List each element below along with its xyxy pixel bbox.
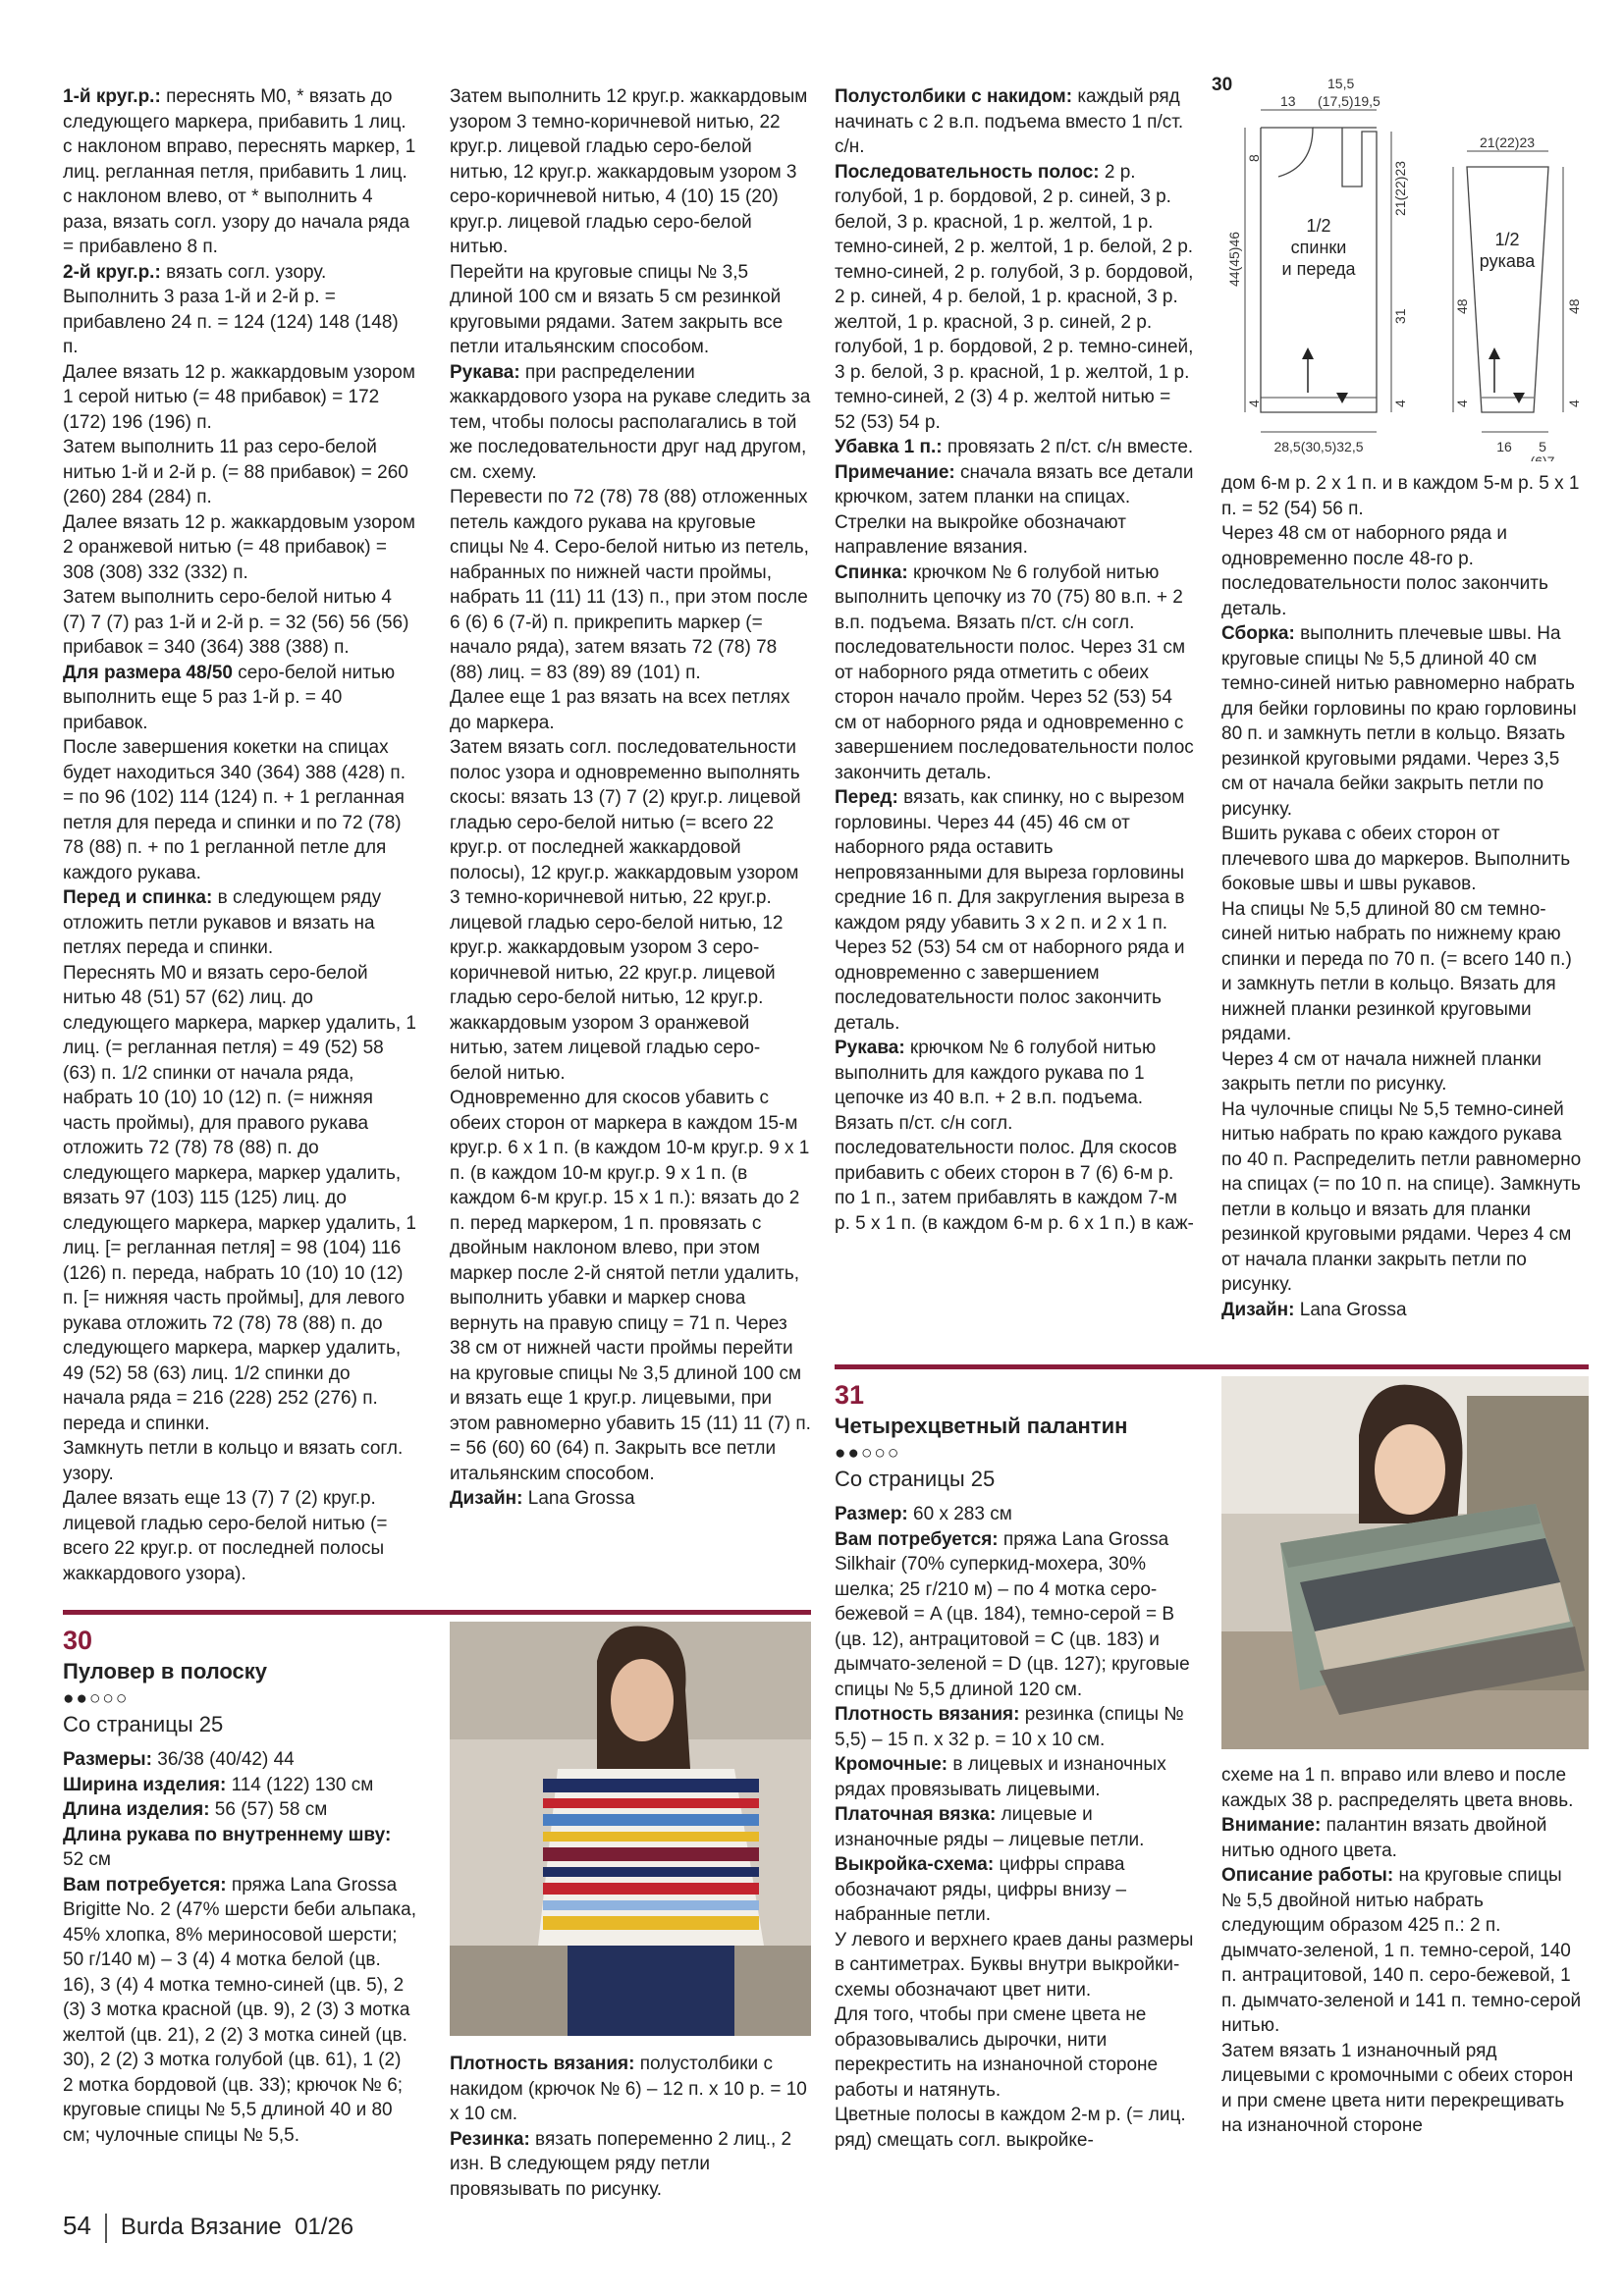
dim-sleeve-bottom: 16 [1496, 439, 1512, 454]
paragraph-text: вязать, как спинку, но с вырезом горловины. Через 44 (45) 46 см от наборного ряда оставить непровязанными для выреза горловины средние 16 п. Для закругления выреза в каждом ряду убавить 3 х 2 п. и 2 х 1 п. Через 52 (53) 54 см от наборного ряда и одновременно с завершением последовательности полос закончить деталь. [835, 787, 1185, 1034]
paragraph-text: цифры справа обозначают ряды, цифры внизу – набранные петли. [835, 1854, 1127, 1925]
paragraph-text: резинка (спицы № 5,5) – 15 п. х 32 р. = 10 х 10 см. [835, 1704, 1184, 1750]
section-30-from-page: Со страницы 25 [63, 1712, 224, 1736]
paragraph-text: Переснять М0 и вязать серо-белой нитью 48 (51) 57 (62) лиц. до следующего маркера, маркер удалить, 1 лиц. (= регланная петля) = 49 (52) 58 (63) п. 1/2 спинки от начала ряда, набрать 10 (10) 10 (12) п. (= нижняя часть проймы), для правого рукава отложить 72 (78) 78 (88) п. до следующего маркера, маркер удалить, вязать 97 (103) 115 (125) лиц. до следующего маркера, маркер удалить, 1 лиц. [= регланная петля] = 98 (104) 116 (126) п. переда, набрать 10 (10) 10 (12) п. [= нижняя часть проймы], для левого рукава отложить 72 (78) 78 (88) п. до следующего маркера, маркер удалить, 49 (52) 58 (63) лиц. 1/2 спинки до начала ряда = 216 (228) 252 (276) п. переда и спинки. [63, 962, 416, 1434]
paragraph-heading: Плотность вязания: [450, 2054, 635, 2074]
paragraph-heading: Рукава: [835, 1038, 905, 1058]
paragraph [835, 2002, 1198, 2103]
section-31-from-page: Со страницы 25 [835, 1467, 996, 1491]
paragraph-text: Через 4 см от начала нижней планки закрыть петли по рисунку. [1221, 1048, 1542, 1095]
sleeve-label-1: 1/2 [1494, 230, 1520, 249]
paragraph-text: Затем выполнить 12 круг.р. жаккардовым узором 3 темно-коричневой нитью, 22 круг.р. лицевой гладью серо-белой нитью, 12 круг.р. жаккардовым узором 3 серо-коричневой нитью, 4 (10) 15 (20) круг.р. лицевой гладью серо-белой нитью. [450, 86, 808, 257]
dim-sleeve-offset2: (6)7 [1530, 454, 1555, 461]
paragraph-text: Перевести по 72 (78) 78 (88) отложенных петель каждого рукава на круговые спицы № 4. Серо-белой нитью из петель, набранных по нижней части проймы, набрать 11 (11) 11 (13) п., при этом после 6 (6) 6 (7-й) п. прикрепить маркер (= начало ряда), затем вязать 72 (78) 78 (88) лиц. = 83 (89) 89 (101) п. [450, 487, 809, 683]
striped-sweater [538, 1769, 764, 1946]
paragraph-heading: Сборка: [1221, 623, 1295, 644]
paragraph-heading: Рукава: [450, 361, 520, 383]
paragraph-heading: 1-й круг.р.: [63, 86, 161, 107]
section-30-specs-continued [450, 2052, 811, 2202]
shawl-photo [1221, 1376, 1589, 1749]
paragraph [835, 561, 1196, 786]
paragraph-text: в следующем ряду отложить петли рукавов и вязать на петлях переда и спинки. [63, 887, 382, 958]
paragraph-heading: Убавка 1 п.: [835, 437, 943, 457]
dim-left-bottom: 4 [1246, 400, 1262, 407]
paragraph-heading: Дизайн: [450, 1488, 523, 1509]
paragraph [63, 585, 416, 661]
paragraph [63, 84, 416, 260]
paragraph-heading: Для размера 48/50 [63, 662, 233, 683]
paragraph-text: полустолбики с накидом (крючок № 6) – 12 п. х 10 р. = 10 х 10 см. [450, 2054, 807, 2124]
paragraph-heading: Полустолбики с накидом: [835, 86, 1073, 107]
paragraph [1221, 2039, 1585, 2139]
paragraph [63, 1747, 416, 1773]
paragraph-text: на круговые спицы № 5,5 двойной нитью набрать следующим образом 425 п.: 2 п. дымчато-зеленой, 1 п. темно-серой, 140 п. антрацитовой, 140 п. серо-бежевой, 1 п. дымчато-зеленой и 141 п. темно-серой нитью. [1221, 1865, 1582, 2036]
dim-top-left: 13 [1280, 93, 1296, 109]
paragraph-heading: Длина изделия: [63, 1799, 210, 1820]
section-31-rule [835, 1364, 1589, 1369]
dim-left-top: 8 [1246, 154, 1262, 162]
dim-bottom-width: 28,5(30,5)32,5 [1273, 439, 1364, 454]
paragraph-heading: Описание работы: [1221, 1865, 1394, 1886]
paragraph [1221, 1047, 1585, 1097]
dim-top-right: (17,5)19,5 [1318, 93, 1380, 109]
dim-top-total: 15,5 [1327, 76, 1355, 91]
paragraph [1221, 897, 1585, 1047]
paragraph-heading: Выкройка-схема: [835, 1854, 995, 1875]
paragraph-text: крючком № 6 голубой нитью выполнить цепочку из 70 (75) 80 в.п. + 2 в.п. подъема. Вязать п/ст. с/н согл. последовательности полос. Через 31 см от наборного ряда отметить с обеих сторон начало пройм. Через 52 (53) 54 см от наборного ряда и одновременно с завершением последовательности полос закончить деталь. [835, 561, 1194, 783]
paragraph-text: Цветные полосы в каждом 2-м р. (= лиц. ряд) смещать согл. выкройке- [835, 2105, 1186, 2151]
paragraph-text: 60 х 283 см [907, 1504, 1012, 1524]
paragraph [835, 1928, 1198, 2003]
paragraph [63, 1873, 416, 2149]
issue-number: 01/26 [295, 2214, 354, 2240]
paragraph [63, 435, 416, 510]
section-30-difficulty: ●●○○○ [63, 1688, 130, 1709]
paragraph-text: У левого и верхнего краев даны размеры в сантиметрах. Буквы внутри выкройки-схемы обозначают цвет нити. [835, 1929, 1194, 2001]
paragraph-text: пряжа Lana Grossa Brigitte No. 2 (47% шерсти беби альпака, 45% хлопка, 8% мериносовой шерсти; 50 г/140 м) – 3 (4) 4 мотка белой (цв. 16), 3 (4) 4 мотка темно-синей (цв. 5), 2 (3) 3 мотка красной (цв. 9), 2 (3) 3 мотка желтой (цв. 21), 2 (2) 3 мотка синей (цв. 30), 2 (2) 3 мотка голубой (цв. 61), 1 (2) 2 мотка бордовой (цв. 33); крючок № 6; круговые спицы № 5,5 длиной 40 и 80 см; чулочные спицы № 5,5. [63, 1874, 416, 2146]
neckline-curve [1261, 128, 1313, 177]
paragraph [1221, 1097, 1585, 1298]
paragraph-text: Далее вязать 12 р. жаккардовым узором 1 серой нитью (= 48 прибавок) = 172 (172) 196 (196) п. [63, 361, 415, 433]
paragraph-heading: Размеры: [63, 1749, 152, 1770]
paragraph [450, 2127, 811, 2203]
paragraph-text: Затем вязать согл. последовательности полос узора и одновременно выполнять скосы: вязать 13 (7) 7 (2) круг.р. лицевой гладью серо-белой нитью (= всего 22 круг.р. от последней жаккардовой полосы), 12 круг.р. жаккардовым узором 3 темно-коричневой нитью, 22 круг.р. лицевой гладью серо-белой нитью, 12 круг.р. жаккардовым узором 3 серо-коричневой нитью, 22 круг.р. лицевой гладью серо-белой нитью, 12 круг.р. жаккардовым узором 3 оранжевой нитью, затем лицевой гладью серо-белой нитью. [450, 737, 801, 1084]
paragraph [835, 2103, 1198, 2153]
paragraph [63, 1486, 416, 1586]
paragraph [1221, 471, 1585, 521]
paragraph-text: Перейти на круговые спицы № 3,5 длиной 100 см и вязать 5 см резинкой круговыми рядами. Затем закрыть все петли итальянским способом. [450, 261, 784, 357]
paragraph-heading: Перед: [835, 787, 898, 808]
paragraph-text: каждый ряд начинать с 2 в.п. подъема вместо 1 п/ст. с/н. [835, 86, 1184, 157]
paragraph-text: выполнить плечевые швы. На круговые спицы № 5,5 длиной 40 см темно-синей нитью равномерно набрать для бейки горловины по краю горловины 80 п. и замкнуть петли в кольцо. Вязать резинкой круговыми рядами. Через 3,5 см от начала бейки закрыть петли по рисунку. [1221, 623, 1577, 820]
dim-sleeve-bottom-right: 4 [1566, 400, 1582, 407]
section-30-title: Пуловер в полоску [63, 1659, 268, 1683]
sweater-photo [450, 1622, 811, 2036]
paragraph-text: лицевые и изнаночные ряды – лицевые петли. [835, 1804, 1145, 1850]
paragraph [835, 1527, 1198, 1703]
paragraph [835, 1702, 1198, 1752]
paragraph-heading: 2-й круг.р.: [63, 261, 161, 283]
paragraph [63, 961, 416, 1437]
paragraph-text: Через 48 см от наборного ряда и одновременно после 48-го р. последовательности полос закончить деталь. [1221, 523, 1548, 619]
paragraph [835, 1036, 1196, 1236]
body-label-3: и переда [1281, 259, 1356, 279]
paragraph-text: провязать 2 п/ст. с/н вместе. [942, 437, 1194, 457]
paragraph-text: Затем вязать 1 изнаночный ряд лицевыми с кромочными с обеих сторон и при смене цвета нити перекрещивать на изнаночной стороне [1221, 2040, 1574, 2136]
paragraph [63, 360, 416, 436]
paragraph-text: палантин вязать двойной нитью одного цвета. [1221, 1815, 1547, 1861]
column-4 [1221, 471, 1585, 1322]
paragraph-text: 114 (122) 130 см [226, 1774, 374, 1795]
paragraph-heading: Перед и спинка: [63, 887, 213, 908]
paragraph-text: сначала вязать все детали крючком, затем планки на спицах. Стрелки на выкройке обозначают направление вязания. [835, 461, 1194, 558]
paragraph-heading: Длина рукава по внутреннему шву: [63, 1824, 392, 1845]
paragraph [63, 1797, 416, 1823]
paragraph [1221, 1763, 1585, 1813]
paragraph-text: 2 р. голубой, 1 р. бордовой, 2 р. синей, 3 р. белой, 3 р. красной, 1 р. желтой, 1 р. темно-синей, 2 р. желтой, 1 р. белой, 2 р. темно-синей, 2 р. голубой, 3 р. бордовой, 2 р. синей, 4 р. белой, 1 р. красной, 3 р. желтой, 1 р. красной, 3 р. синей, 2 р. голубой, 1 р. бордовой, 2 р. темно-синей, 3 р. белой, 3 р. красной, 1 р. желтой, 1 р. темно-синей, 2 (3) 4 р. желтой нитью = 52 (53) 54 р. [835, 161, 1194, 433]
footer-divider [105, 2214, 107, 2243]
paragraph-heading: Примечание: [835, 461, 955, 483]
paragraph-text: Lana Grossa [1294, 1299, 1407, 1320]
dim-left-total: 44(45)46 [1226, 231, 1242, 287]
body-label-2: спинки [1290, 238, 1347, 257]
paragraph-text: переснять М0, * вязать до следующего маркера, прибавить 1 лиц. с наклоном вправо, переснять маркер, 1 лиц. регланная петля, прибавить 1 лиц. с наклоном влево, от * выполнить 4 раза, вязать согл. узору до начала ряда = прибавлено 8 п. [63, 86, 416, 257]
paragraph [450, 485, 811, 685]
paragraph [835, 785, 1196, 1036]
paragraph-text: Lana Grossa [522, 1488, 635, 1509]
paragraph-text: На спицы № 5,5 длиной 80 см темно-синей нитью набрать по нижнему краю спинки и переда по 70 п. (= всего 140 п.) и замкнуть петли в кольцо. Вязать для нижней планки резинкой круговыми рядами. [1221, 898, 1572, 1044]
paragraph [63, 1823, 416, 1873]
paragraph [450, 1486, 811, 1512]
paragraph-text: Далее еще 1 раз вязать на всех петлях до маркера. [450, 687, 790, 733]
sleeve-outline [1467, 167, 1548, 412]
paragraph-text: Далее вязать 12 р. жаккардовым узором 2 оранжевой нитью (= 48 прибавок) = 308 (308) 332 (332) п. [63, 511, 415, 583]
paragraph [835, 1852, 1198, 1928]
paragraph-text: 56 (57) 58 см [209, 1799, 328, 1820]
paragraph-text: Вшить рукава с обеих сторон от плечевого шва до маркеров. Выполнить боковые швы и швы рукавов. [1221, 824, 1571, 894]
paragraph-heading: Внимание: [1221, 1815, 1322, 1836]
dim-right-mid: 31 [1392, 308, 1408, 324]
paragraph [835, 1752, 1198, 1802]
paragraph [63, 661, 416, 736]
paragraph-text: вязать попеременно 2 лиц., 2 изн. В следующем ряду петли провязывать по рисунку. [450, 2128, 792, 2200]
paragraph [1221, 1813, 1585, 1863]
paragraph-heading: Резинка: [450, 2128, 530, 2150]
paragraph [450, 1086, 811, 1486]
section-31-specs [835, 1502, 1198, 2153]
paragraph-text: После завершения кокетки на спицах будет находиться 340 (364) 388 (428) п. = по 96 (102) 114 (124) п. + 1 регланная петля для переда и спинки и по 72 (78) 78 (88) п. + по 1 регланной петле для каждого рукава. [63, 737, 406, 883]
paragraph [63, 510, 416, 586]
paragraph [835, 460, 1196, 561]
paragraph-text: серо-белой нитью выполнить еще 5 раз 1-й р. = 40 прибавок. [63, 662, 396, 733]
paragraph [63, 285, 416, 360]
paragraph [1221, 1298, 1585, 1323]
paragraph-heading: Дизайн: [1221, 1299, 1295, 1320]
column-1 [63, 84, 416, 1586]
paragraph-text: схеме на 1 п. вправо или влево и после каждых 38 р. распределять цвета вновь. [1221, 1765, 1574, 1811]
paragraph-text: дом 6-м р. 2 х 1 п. и в каждом 5-м р. 5 х 1 п. = 52 (54) 56 п. [1221, 473, 1580, 519]
paragraph [63, 1773, 416, 1798]
paragraph-text: 36/38 (40/42) 44 [151, 1749, 295, 1770]
paragraph-text: 52 см [63, 1849, 111, 1870]
paragraph-text: Затем выполнить 11 раз серо-белой нитью 1-й и 2-й р. (= 88 прибавок) = 260 (260) 284 (284) п. [63, 437, 408, 507]
section-30-number: 30 [63, 1626, 93, 1655]
paragraph [835, 84, 1196, 160]
section-31-difficulty: ●●○○○ [835, 1443, 901, 1464]
paragraph [450, 84, 811, 260]
paragraph-text: Одновременно для скосов убавить с обеих сторон от маркера в каждом 15-м круг.р. 6 х 1 п. (в каждом 10-м круг.р. 9 х 1 п. (в каждом 10-м круг.р. 9 х 1 п. (в каждом 6-м круг.р. 15 х 1 п.): вязать до 2 п. перед маркером, 1 п. провязать с двойным наклоном влево, при этом маркер после 2-й снятой петли удалить, выполнить убавки и маркер снова вернуть на правую спицу = 71 п. Через 38 см от нижней части проймы перейти на круговые спицы № 3,5 длиной 100 см и вязать еще 1 круг.р. лицевыми, при этом равномерно убавить 15 (11) 11 (7) п. = 56 (60) 60 (64) п. Закрыть все петли итальянским способом. [450, 1088, 811, 1484]
section-30-specs [63, 1747, 416, 2148]
paragraph-text: вязать согл. узору. [160, 261, 327, 283]
paragraph [1221, 621, 1585, 822]
paragraph-text: Замкнуть петли в кольцо и вязать согл. узору. [63, 1438, 404, 1484]
paragraph [450, 260, 811, 360]
paragraph-text: Выполнить 3 раза 1-й и 2-й р. = прибавлено 24 п. = 124 (124) 148 (148) п. [63, 287, 399, 357]
paragraph-text: пряжа Lana Grossa Silkhair (70% суперкид-мохера, 30% шелка; 25 г/210 м) – по 4 мотка серо-бежевой = A (цв. 184), темно-серой = B (цв. 12), антрацитовой = C (цв. 183) и дымчато-зеленой = D (цв. 127); круговые спицы № 5,5 длиной 120 см. [835, 1528, 1190, 1700]
dim-right-top: 21(22)23 [1392, 160, 1408, 216]
page-footer [63, 2211, 353, 2243]
paragraph-heading: Кромочные: [835, 1754, 948, 1775]
section-31-number: 31 [835, 1380, 865, 1410]
paragraph-text: Для того, чтобы при смене цвета не образовывались дырочки, нити перекрестить на изнаночной стороне работы и натянуть. [835, 2004, 1159, 2101]
arrow-up-icon [1302, 347, 1314, 359]
dim-right-bottom: 4 [1392, 400, 1408, 407]
paragraph-text: в лицевых и изнаночных рядах провязывать лицевыми. [835, 1754, 1166, 1800]
dim-sleeve-top: 21(22)23 [1479, 134, 1536, 150]
column-3 [835, 84, 1196, 1236]
sleeve-arrow-up-icon [1489, 347, 1500, 359]
magazine-name: Burda Вязание [120, 2214, 282, 2240]
paragraph-text: Далее вязать еще 13 (7) 7 (2) круг.р. лицевой гладью серо-белой нитью (= всего 22 круг.р. от последней полосы жаккардового узора). [63, 1488, 388, 1584]
paragraph [835, 1802, 1198, 1852]
paragraph [835, 435, 1196, 460]
dim-sleeve-right: 48 [1566, 298, 1582, 314]
sleeve-label-2: рукава [1479, 251, 1536, 271]
paragraph-text: На чулочные спицы № 5,5 темно-синей нитью набрать по краю каждого рукава по 40 п. Распределить петли равномерно на спицах (= по 10 п. на спице). Замкнуть петли в кольцо и вязать для планки резинкой круговыми рядами. Через 4 см от начала планки закрыть петли по рисунку. [1221, 1098, 1582, 1295]
paragraph [63, 735, 416, 885]
paragraph-text: при распределении жаккардового узора на рукаве следить за тем, чтобы полосы располагались в той же последовательности друг над другом, см. схему. [450, 361, 811, 483]
paragraph-heading: Вам потребуется: [835, 1528, 999, 1550]
paragraph [450, 2052, 811, 2127]
paragraph-heading: Вам потребуется: [63, 1874, 227, 1896]
diagram-number: 30 [1212, 75, 1233, 95]
paragraph [450, 735, 811, 1086]
section-30-rule [63, 1610, 811, 1615]
paragraph-heading: Размер: [835, 1504, 908, 1524]
paragraph [1221, 1863, 1585, 2039]
paragraph [63, 885, 416, 961]
paragraph-heading: Последовательность полос: [835, 161, 1100, 183]
paragraph [63, 1436, 416, 1486]
paragraph [835, 160, 1196, 436]
paragraph-text: Затем выполнить серо-белой нитью 4 (7) 7 (7) раз 1-й и 2-й р. = 32 (56) 56 (56) прибавок = 340 (364) 388 (388) п. [63, 587, 409, 658]
body-label-1: 1/2 [1306, 216, 1331, 236]
paragraph [450, 685, 811, 735]
paragraph-heading: Платочная вязка: [835, 1804, 997, 1825]
dim-sleeve-bottom-left: 4 [1454, 400, 1470, 407]
pattern-diagram-30 [1210, 69, 1593, 461]
section-31-specs-continued [1221, 1763, 1585, 2139]
paragraph [1221, 822, 1585, 897]
paragraph [1221, 521, 1585, 621]
paragraph-heading: Ширина изделия: [63, 1774, 227, 1795]
page-number: 54 [63, 2211, 91, 2240]
paragraph-text: крючком № 6 голубой нитью выполнить для каждого рукава по 1 цепочке из 40 в.п. + 2 в.п. подъема. Вязать п/ст. с/н согл. последовательности полос. Для скосов прибавить с обеих сторон в 7 (6) 6-м р. по 1 п., затем прибавлять в каждом 7-м р. 5 х 1 п. (в каждом 6-м р. 6 х 1 п.) в каж- [835, 1038, 1194, 1234]
section-31-title: Четырехцветный палантин [835, 1414, 1128, 1438]
paragraph [450, 360, 811, 486]
paragraph [835, 1502, 1198, 1527]
column-2 [450, 84, 811, 1512]
paragraph [63, 260, 416, 286]
dim-sleeve-offset: 5 [1539, 439, 1546, 454]
dim-sleeve-left: 48 [1454, 298, 1470, 314]
paragraph-heading: Спинка: [835, 561, 908, 583]
paragraph-heading: Плотность вязания: [835, 1704, 1020, 1725]
